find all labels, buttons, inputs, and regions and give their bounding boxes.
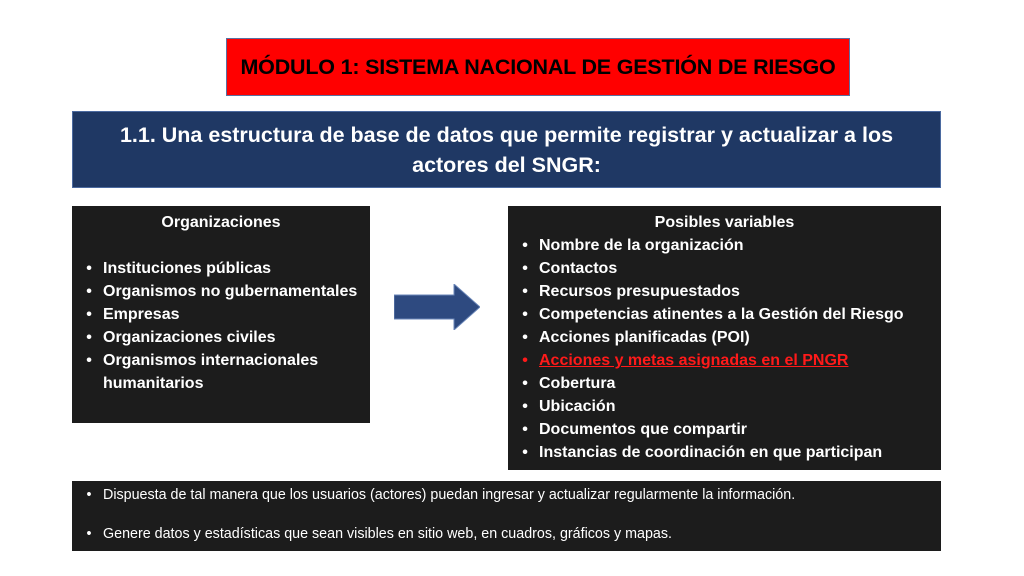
list-item	[518, 395, 931, 418]
module-title-text: MÓDULO 1: SISTEMA NACIONAL DE GESTIÓN DE RIESGO	[240, 54, 836, 79]
list-item	[518, 280, 931, 303]
list-item-text: Cobertura	[539, 375, 616, 392]
list-item-text: Competencias atinentes a la Gestión del Riesgo	[539, 306, 904, 323]
list-item	[82, 349, 360, 395]
bullet-icon: •	[522, 237, 528, 254]
list-item-text: Contactos	[539, 260, 618, 277]
bullet-icon: •	[522, 421, 528, 438]
bullet-icon: •	[86, 352, 92, 369]
list-item	[518, 441, 931, 464]
organizations-panel	[72, 206, 370, 423]
list-item-text: Organismos no gubernamentales	[103, 283, 358, 300]
list-item-text: Nombre de la organización	[539, 237, 744, 254]
list-item-text: Dispuesta de tal manera que los usuarios (actores) puedan ingresar y actualizar regularmente la información.	[103, 487, 796, 503]
bullet-icon: •	[522, 398, 528, 415]
list-item	[518, 257, 931, 280]
organizations-heading: Organizaciones	[161, 214, 281, 231]
bullet-icon: •	[86, 329, 92, 346]
list-item	[82, 303, 360, 326]
bullet-icon: •	[522, 283, 528, 300]
list-item	[518, 303, 931, 326]
spacer	[82, 234, 360, 257]
list-item-text: Documentos que compartir	[539, 421, 748, 438]
list-item	[518, 372, 931, 395]
bullet-icon: •	[522, 352, 528, 369]
list-item-text: Acciones planificadas (POI)	[539, 329, 750, 346]
list-item-text: Genere datos y estadísticas que sean visibles en sitio web, en cuadros, gráficos y mapas.	[103, 526, 672, 542]
list-item-text: Instituciones públicas	[103, 260, 272, 277]
organizations-list	[82, 257, 360, 395]
list-item	[82, 280, 360, 303]
section-subtitle-text: 1.1. Una estructura de base de datos que permite registrar y actualizar a los actores del SNGR:	[119, 122, 894, 177]
bullet-icon: •	[522, 444, 528, 461]
list-item-text: Instancias de coordinación en que participan	[539, 444, 883, 461]
list-item	[518, 234, 931, 257]
list-item	[518, 326, 931, 349]
highlighted-list-item	[518, 349, 931, 372]
notes-list	[82, 486, 931, 505]
bullet-icon: •	[522, 306, 528, 323]
bullet-icon: •	[522, 375, 528, 392]
list-item	[82, 257, 360, 280]
bullet-icon: •	[86, 526, 92, 542]
module-title	[226, 38, 850, 96]
list-item	[82, 486, 931, 505]
notes-panel	[72, 481, 941, 551]
bullet-icon: •	[522, 260, 528, 277]
bullet-icon: •	[86, 260, 92, 277]
list-item-text: Empresas	[103, 306, 180, 323]
list-item	[82, 525, 931, 544]
list-item-text: Ubicación	[539, 398, 616, 415]
notes-list-2	[82, 525, 931, 544]
bullet-icon: •	[522, 329, 528, 346]
bullet-icon: •	[86, 283, 92, 300]
list-item	[518, 418, 931, 441]
bullet-icon: •	[86, 487, 92, 503]
list-item-text: Acciones y metas asignadas en el PNGR	[539, 352, 849, 369]
list-item-text: Organismos internacionales humanitarios	[103, 352, 319, 392]
section-subtitle	[72, 111, 941, 188]
variables-panel	[508, 206, 941, 470]
spacer	[82, 505, 931, 525]
list-item	[82, 326, 360, 349]
list-item-text: Recursos presupuestados	[539, 283, 740, 300]
list-item-text: Organizaciones civiles	[103, 329, 276, 346]
right-arrow-icon	[394, 284, 480, 330]
bullet-icon: •	[86, 306, 92, 323]
variables-list	[518, 234, 931, 464]
variables-heading: Posibles variables	[654, 214, 795, 231]
